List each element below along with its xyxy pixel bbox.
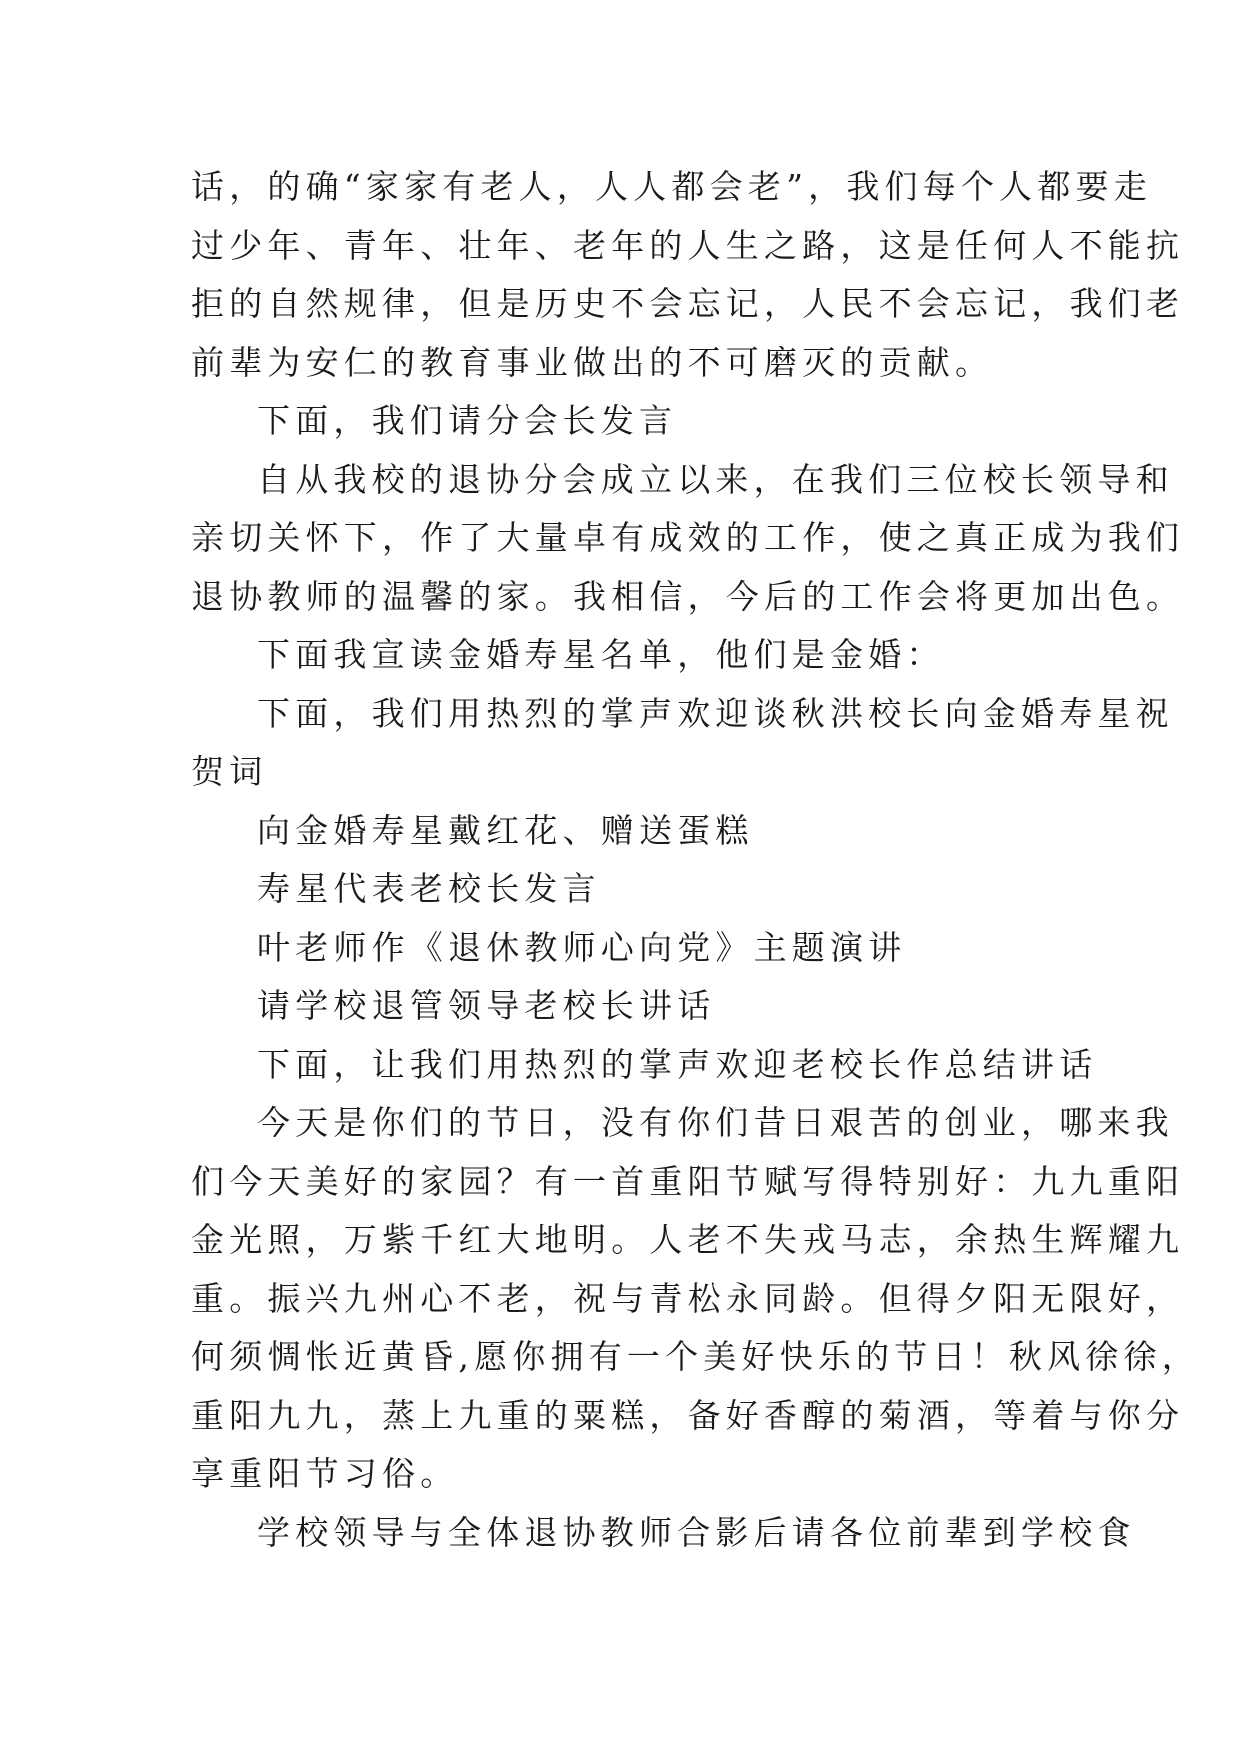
text-line: 下面，我们请分会长发言 xyxy=(257,401,678,440)
text-line: 叶老师作《退休教师心向党》主题演讲 xyxy=(257,927,907,967)
text-line: 过少年、青年、壮年、老年的人生之路，这是任何人不能抗 xyxy=(191,225,1185,265)
text-line: 下面我宣读金婚寿星名单，他们是金婚： xyxy=(257,635,945,674)
text-line: 们今天美好的家园？有一首重阳节赋写得特别好：九九重阳 xyxy=(191,1161,1185,1201)
text-line: 下面，让我们用热烈的掌声欢迎老校长作总结讲话 xyxy=(257,1044,1098,1084)
text-line: 学校领导与全体退协教师合影后请各位前辈到学校食 xyxy=(257,1512,1136,1552)
text-line: 贺词 xyxy=(191,752,268,791)
text-line: 今天是你们的节日，没有你们昔日艰苦的创业，哪来我 xyxy=(257,1103,1174,1142)
text-line: 寿星代表老校长发言 xyxy=(257,869,601,908)
document-body xyxy=(191,158,1200,1562)
text-line: 何须惆怅近黄昏,愿你拥有一个美好快乐的节日！秋风徐徐， xyxy=(191,1337,1200,1376)
text-line: 话，的确“家家有老人，人人都会老”，我们每个人都要走 xyxy=(191,167,1152,206)
text-line: 重阳九九，蒸上九重的粟糕，备好香醇的菊酒，等着与你分 xyxy=(191,1395,1185,1435)
text-line: 亲切关怀下，作了大量卓有成效的工作，使之真正成为我们 xyxy=(191,518,1185,557)
text-line: 自从我校的退协分会成立以来，在我们三位校长领导和 xyxy=(257,459,1174,499)
text-line: 拒的自然规律，但是历史不会忘记，人民不会忘记，我们老 xyxy=(191,284,1185,323)
text-line: 享重阳节习俗。 xyxy=(191,1454,459,1493)
text-line: 前辈为安仁的教育事业做出的不可磨灭的贡献。 xyxy=(191,342,994,382)
text-line: 请学校退管领导老校长讲话 xyxy=(257,986,716,1025)
text-line: 向金婚寿星戴红花、赠送蛋糕 xyxy=(257,810,754,850)
text-line: 退协教师的温馨的家。我相信，今后的工作会将更加出色。 xyxy=(191,576,1185,616)
text-line: 重。振兴九州心不老，祝与青松永同龄。但得夕阳无限好， xyxy=(191,1278,1185,1318)
text-line: 下面，我们用热烈的掌声欢迎谈秋洪校长向金婚寿星祝 xyxy=(257,693,1174,733)
text-line: 金光照，万紫千红大地明。人老不失戎马志，余热生辉耀九 xyxy=(191,1220,1185,1259)
